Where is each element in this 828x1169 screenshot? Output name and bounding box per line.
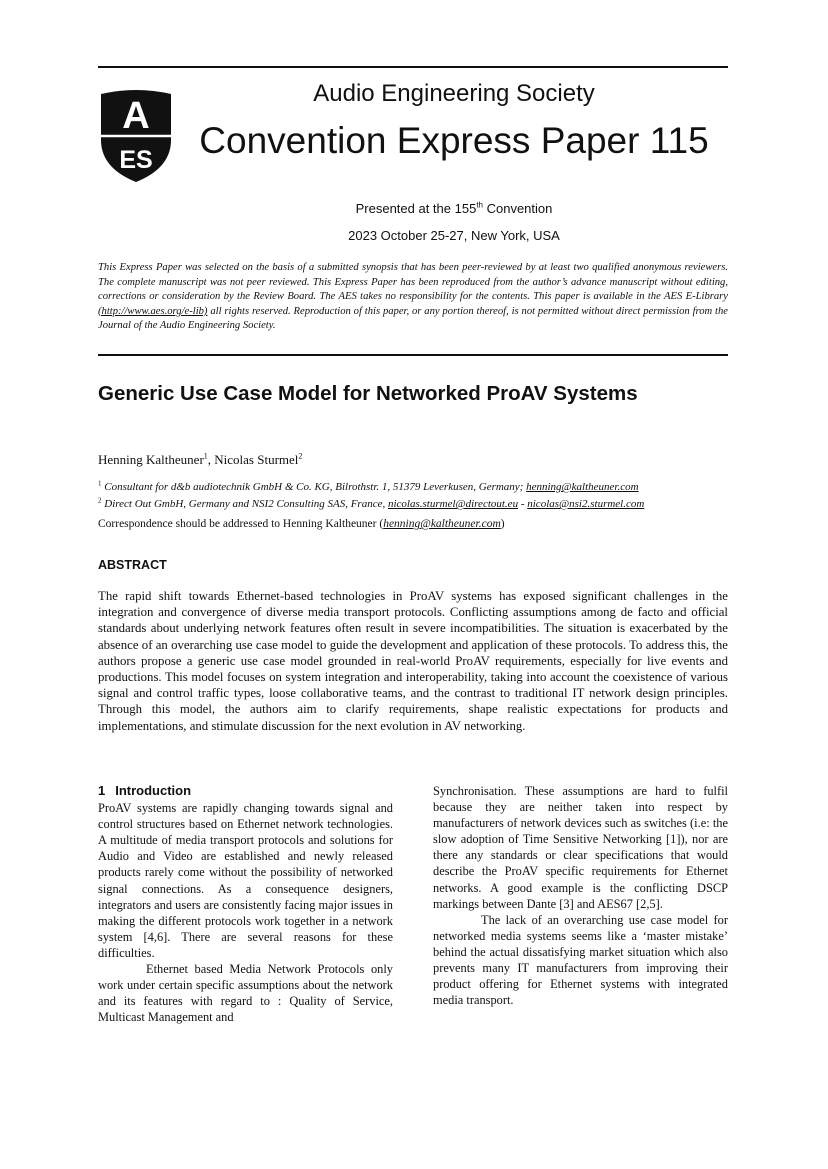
right-column <box>433 783 728 1008</box>
email-link[interactable]: nicolas@nsi2.sturmel.com <box>527 498 645 510</box>
disclaimer: This Express Paper was selected on the basis of a submitted synopsis that has been peer-reviewed by at least two qualified anonymous reviewers. The complete manuscript was not peer reviewed. This Express Paper has been reproduced from the author’s advance manuscript without editing, corrections or consideration by the Review Board. The AES takes no responsibility for the contents. This paper is available in the AES E-Library (http://www.aes.org/e-lib) all rights reserved. Reproduction of this paper, or any portion thereof, is not permitted without direct permission from the Journal of the Audio Engineering Society. <box>98 262 728 332</box>
paragraph: The lack of an overarching use case model for networked media systems seems like a ‘master mistake’ behind the actual dissatisfying market situation which also prevents many IT manufacturers from improving their product offering for Ethernet systems with integrated media transport. <box>433 912 728 1008</box>
convention-title: Convention Express Paper 115 <box>199 120 709 161</box>
convention-dates: 2023 October 25-27, New York, USA <box>348 228 560 243</box>
paper-title: Generic Use Case Model for Networked ProAV Systems <box>98 382 638 405</box>
abstract-text: The rapid shift towards Ethernet-based technologies in ProAV systems has exposed significant challenges in the integration and convergence of diverse media transport protocols. Conflicting assumptions among de facto and official standards about underlying network features often result in severe incompatibilities. The situation is exacerbated by the absence of an overarching use case model to guide the development and application of these protocols. To address this, the authors propose a generic use case model grounded in real-world ProAV requirements, especially for live events and productions. This model focuses on system integration and interoperability, taking into account the coexistence of various signal and control traffic types, loose collaborative teams, and the contrast to traditional IT network design principles. Through this model, the authors aim to clarify requirements, shape realistic expectations for products and implementations, and stimulate discussion for the next evolution in AV networking. <box>98 589 728 733</box>
authors: Henning Kaltheuner$^1$, Nicolas Sturmel$^2$ <box>98 451 303 467</box>
presented-line: Presented at the 155th Convention <box>355 200 553 216</box>
left-column <box>98 783 393 1025</box>
aes-logo <box>97 88 175 184</box>
paragraph: ProAV systems are rapidly changing towards signal and control structures based on Ethernet network technologies. A multitude of media transport protocols and solutions for Audio and Video are established and newly released products rarely come without the possibility of networked signal connections. As a consequence designers, integrators and users are consistently facing major issues in making the different protocols work together in a network system [4,6]. There are several reasons for these difficulties. <box>98 801 393 960</box>
affiliation-1: $^1$ Consultant for d&b audiotechnik GmbH & Co. KG, Bilrothstr. 1, 51379 Leverkusen, Germany; henning@kaltheuner.com <box>98 479 639 493</box>
header-bottom-rule <box>98 354 728 356</box>
paragraph: Ethernet based Media Network Protocols only work under certain specific assumptions about the network and its features with regard to : Quality of Service, Multicast Management and <box>98 962 393 1025</box>
correspondence: Correspondence should be addressed to Henning Kaltheuner (henning@kaltheuner.com) <box>98 518 505 530</box>
elib-link[interactable]: (http://www.aes.org/e-lib) <box>98 305 208 317</box>
paragraph: Synchronisation. These assumptions are hard to fulfil because they are neither taken into respect by manufacturers of network devices such as switches (i.e: the slow adoption of Time Sensitive Networking [1]), nor are there any standards or clear specifications that would describe the ProAV specific requirements for Ethernet networks. A good example is the conflicting DSCP markings between Dante [3] and AES67 [2,5]. <box>433 784 728 911</box>
abstract-heading: ABSTRACT <box>98 558 167 572</box>
email-link[interactable]: nicolas.sturmel@directout.eu <box>387 498 519 510</box>
logo-letter-a: A <box>122 95 150 137</box>
society-name: Audio Engineering Society <box>313 80 595 107</box>
affiliation-2: $^2$ Direct Out GmbH, Germany and NSI2 Consulting SAS, France, nicolas.sturmel@directout.eu - nicolas@nsi2.sturmel.com <box>98 496 645 510</box>
email-link[interactable]: henning@kaltheuner.com <box>526 481 639 493</box>
section-heading: 1 Introduction <box>98 783 192 798</box>
top-rule <box>98 66 728 68</box>
logo-letters-es: ES <box>119 146 153 174</box>
email-link[interactable]: henning@kaltheuner.com <box>383 518 501 530</box>
